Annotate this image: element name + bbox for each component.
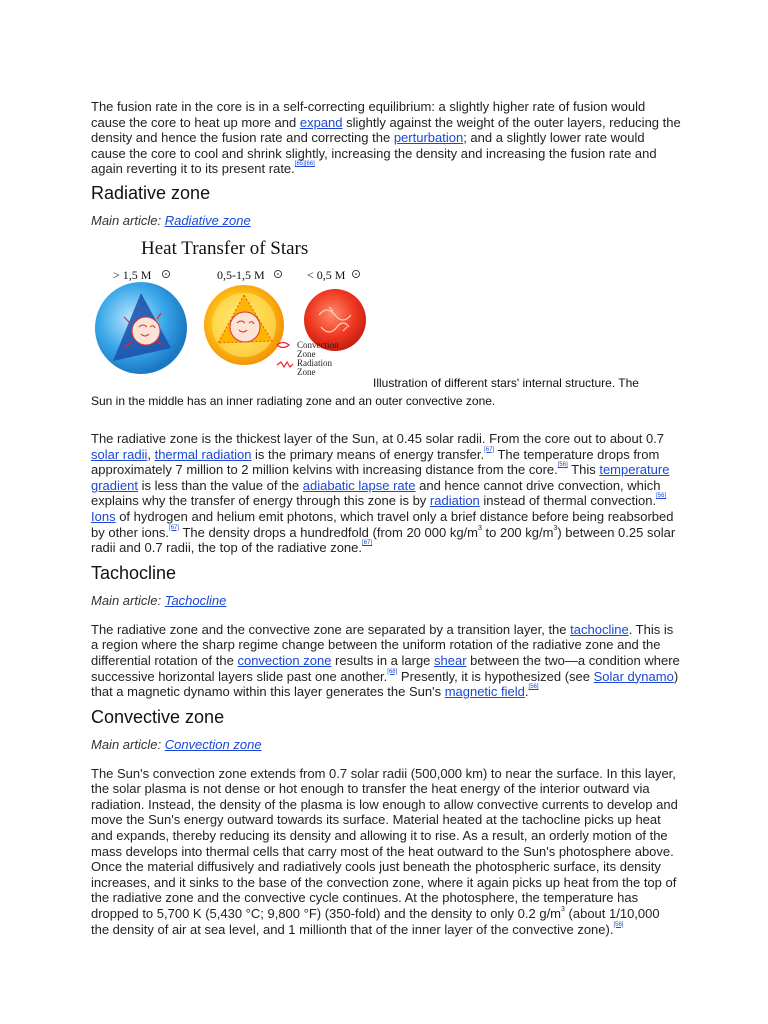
text-run: slightly against the weight of the outer layers, reducing the density and hence the fusion rate and correcting the	[91, 114, 681, 146]
solar-mass-dot	[277, 273, 279, 275]
legend-radiation-line1: Radiation	[297, 357, 332, 368]
citation-65-66[interactable]: [65][66]	[294, 161, 315, 168]
figure-caption-line1: Illustration of different stars' internal structure. The	[373, 375, 639, 390]
heading-radiative-zone: Radiative zone	[91, 182, 211, 203]
link-expand[interactable]: expand	[299, 114, 343, 130]
main-article-prefix: Main article:	[91, 736, 165, 752]
link-convection-zone[interactable]: convection zone	[237, 652, 332, 668]
link-temperature-gradient[interactable]: temperature gradient	[91, 462, 670, 493]
citation-67[interactable]: [67]	[484, 446, 495, 453]
link-adiabatic-lapse-rate[interactable]: adiabatic lapse rate	[302, 477, 416, 493]
heading-tachocline: Tachocline	[91, 562, 177, 583]
link-radiative-zone[interactable]: Radiative zone	[164, 212, 251, 228]
solar-mass-dot	[355, 273, 357, 275]
label-small-star: < 0,5 M	[307, 267, 346, 282]
text-run: ; and a slightly lower rate would cause the core to cool and shrink slightly, increasing the density and increasing the fusion rate and again reverting it to its present rate.	[91, 130, 657, 177]
radiative-paragraph	[91, 431, 681, 556]
link-thermal-radiation[interactable]: thermal radiation	[154, 446, 252, 462]
citation-56[interactable]: [56]	[613, 921, 624, 928]
text-run: The fusion rate in the core is in a self-correcting equilibrium: a slightly higher rate of fusion would cause the core to heat up more and	[91, 99, 646, 130]
text-run: The Sun's convection zone extends from 0.7 solar radii (500,000 km) to near the surface. In this layer, the solar plasma is not dense or hot enough to transfer the heat energy of the interior outward via radiation. Instead, the density of the plasma is low enough to allow convective currents to develop and move the Sun's energy outward towards its surface. Material heated at the tachocline picks up heat and expands, thereby reducing its density and allowing it to rise. As a result, an orderly motion of the mass develops into thermal cells that carry most of the heat outward to the Sun's photosphere above. Once the material diffusively and radiatively cools just beneath the photospheric surface, its density increases, and it sinks to the base of the convection zone, where it again picks up heat from the top of the radiative zone and the convective cycle continues. At the photosphere, the temperature has dropped to 5,700 K (5,430 °C; 9,800 °F) (350-fold) and the density to only 0.2 g/m	[91, 765, 678, 922]
text-run: of hydrogen and helium emit photons, which travel only a brief distance before being reabsorbed by other ions.	[91, 508, 674, 540]
article-body	[91, 99, 681, 937]
link-solar-dynamo[interactable]: Solar dynamo	[593, 668, 674, 684]
text-run: . This is a region where the sharp regime change between the uniform rotation of the radiative zone and the differential rotation of the	[91, 621, 674, 668]
citation-56[interactable]: [56]	[656, 493, 667, 500]
text-run: This	[567, 462, 600, 478]
main-article-convective	[91, 737, 681, 753]
superscript-3: 3	[561, 906, 565, 914]
citation-67[interactable]: [67]	[362, 540, 373, 547]
citation-56[interactable]: [56]	[528, 684, 539, 691]
heading-convective-zone: Convective zone	[91, 706, 225, 727]
figure-heat-transfer	[91, 233, 681, 413]
link-shear[interactable]: shear	[434, 652, 467, 668]
link-tachocline[interactable]: tachocline	[570, 621, 629, 637]
figure-legend	[277, 340, 339, 377]
text-run: instead of thermal convection.	[479, 493, 657, 509]
medium-star-diagram	[204, 285, 284, 365]
text-run: (about 1/10,000 the density of air at sea level, and 1 millionth that of the inner layer of the convective zone).	[91, 906, 660, 937]
solar-mass-dot	[165, 273, 167, 275]
link-radiation[interactable]: radiation	[429, 493, 480, 509]
citation-56[interactable]: [56]	[557, 462, 568, 469]
text-run: The temperature drops from approximately 7 million to 2 million kelvins with increasing distance from the core.	[91, 446, 660, 478]
text-run: is the primary means of energy transfer.	[251, 446, 485, 462]
text-run: to 200 kg/m	[481, 524, 554, 540]
intro-paragraph	[91, 99, 681, 177]
text-run: Presently, it is hypothesized (see	[397, 668, 594, 684]
label-large-star: > 1,5 M	[113, 267, 152, 282]
link-solar-radii[interactable]: solar radii	[91, 446, 148, 462]
main-article-tachocline	[91, 593, 681, 609]
link-ions[interactable]: Ions	[91, 508, 116, 524]
text-run: and hence cannot drive convection, which explains why the transfer of energy through this zone is by	[91, 477, 661, 509]
legend-convection-line2: Zone	[297, 348, 316, 359]
convective-paragraph	[91, 766, 681, 938]
convection-legend-icon	[277, 342, 289, 347]
link-convection-zone-article[interactable]: Convection zone	[164, 736, 262, 752]
text-run: ) that a magnetic dynamo within this layer generates the Sun's	[91, 668, 679, 700]
main-article-prefix: Main article:	[91, 212, 165, 228]
label-medium-star: 0,5-1,5 M	[217, 267, 265, 282]
figure-title: Heat Transfer of Stars	[141, 237, 309, 259]
superscript-3: 3	[553, 524, 558, 532]
text-run: .	[524, 684, 529, 700]
text-run: results in a large	[331, 652, 435, 668]
link-magnetic-field[interactable]: magnetic field	[444, 684, 525, 700]
main-article-radiative	[91, 213, 681, 229]
text-run: is less than the value of the	[137, 477, 303, 493]
tachocline-paragraph	[91, 622, 681, 700]
radiation-legend-icon	[277, 362, 293, 367]
text-run: The density drops a hundredfold (from 20 000 kg/m	[179, 524, 478, 540]
link-perturbation[interactable]: perturbation	[393, 130, 464, 146]
figure-caption-line2: Sun in the middle has an inner radiating zone and an outer convective zone.	[91, 393, 496, 408]
superscript-3: 3	[478, 524, 482, 532]
text-run: The radiative zone is the thickest layer of the Sun, at 0.45 solar radii. From the core out to about 0.7	[91, 430, 665, 446]
text-run: ,	[147, 446, 155, 462]
link-tachocline-article[interactable]: Tachocline	[164, 592, 227, 608]
large-star-diagram	[95, 282, 187, 374]
main-article-prefix: Main article:	[91, 592, 165, 608]
text-run: between the two—a condition where successive horizontal layers slide past one another.	[91, 652, 680, 684]
citation-67[interactable]: [67]	[169, 524, 180, 531]
legend-convection-line1: Convection	[297, 339, 339, 350]
text-run: ) between 0.25 solar radii and 0.7 radii, the top of the radiative zone.	[91, 524, 676, 556]
legend-radiation-line2: Zone	[297, 366, 316, 377]
citation-68[interactable]: [68]	[387, 668, 398, 675]
text-run: The radiative zone and the convective zone are separated by a transition layer, the	[91, 621, 571, 637]
